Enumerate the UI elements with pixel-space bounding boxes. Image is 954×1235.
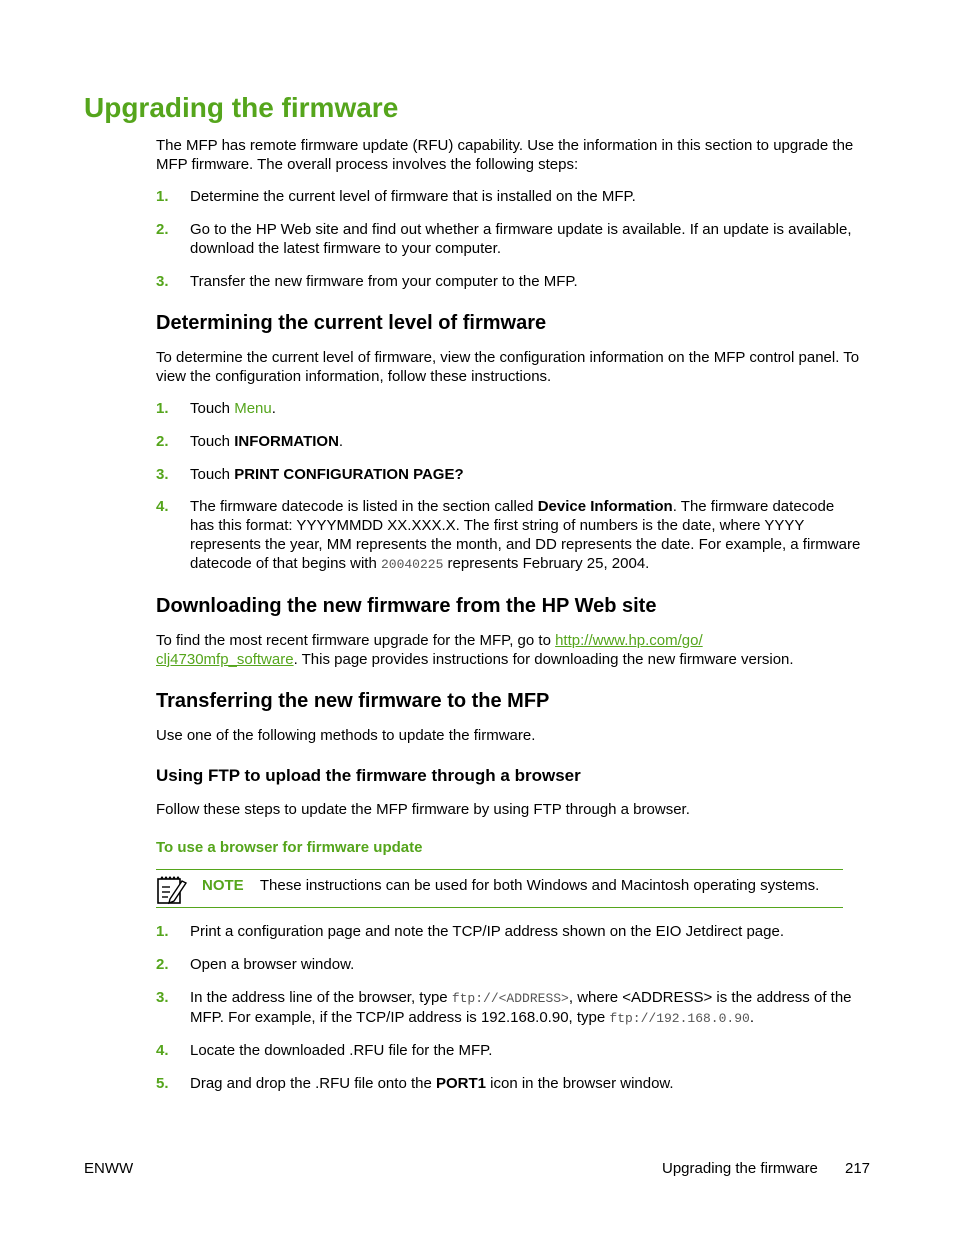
- step-number: 2.: [156, 433, 169, 450]
- step-text: Touch INFORMATION.: [190, 433, 344, 450]
- section-intro: To determine the current level of firmware, view the configuration information on the MFP control panel. To view the configuration information, follow these instructions.: [156, 349, 860, 385]
- footer-section-title: Upgrading the firmware: [662, 1160, 818, 1177]
- note-box: [202, 876, 862, 895]
- section-heading-determining: Determining the current level of firmware: [156, 312, 547, 334]
- step-text: Drag and drop the .RFU file onto the PORT1 icon in the browser window.: [190, 1075, 674, 1092]
- note-bottom-rule: [156, 907, 843, 908]
- section-heading-downloading: Downloading the new firmware from the HP Web site: [156, 595, 657, 617]
- note-top-rule: [156, 869, 843, 870]
- step-number: 1.: [156, 400, 169, 417]
- step-text: Determine the current level of firmware that is installed on the MFP.: [190, 188, 636, 205]
- ftp-address-example: ftp://192.168.0.90: [609, 1011, 750, 1026]
- step-number: 3.: [156, 273, 169, 290]
- step-text: The firmware datecode is listed in the section called Device Information. The firmware datecode has this format: YYYYMMDD XX.XXX.X. The first string of numbers is the date, where YYYY represents the year, MM represents the month, and DD represents the date. For example, a firmware datecode of that begins with 20040225 represents February 25, 2004.: [190, 498, 861, 572]
- step-number: 3.: [156, 466, 169, 483]
- step-text: Transfer the new firmware from your computer to the MFP.: [190, 273, 578, 290]
- datecode-example: 20040225: [380, 557, 444, 572]
- step-text: Print a configuration page and note the TCP/IP address shown on the EIO Jetdirect page.: [190, 923, 784, 940]
- page-number: 217: [845, 1160, 871, 1177]
- step-number: 2.: [156, 956, 169, 973]
- subsection-intro: Follow these steps to update the MFP firmware by using FTP through a browser.: [156, 801, 690, 818]
- step-number: 1.: [156, 923, 169, 940]
- step-number: 2.: [156, 221, 169, 238]
- hp-firmware-link[interactable]: http://www.hp.com/go/: [555, 632, 703, 649]
- note-text: These instructions can be used for both Windows and Macintosh operating systems.: [259, 877, 820, 894]
- ftp-address-template: ftp://<ADDRESS>: [451, 991, 569, 1006]
- footer-left: ENWW: [84, 1160, 134, 1177]
- procedure-title: To use a browser for firmware update: [156, 839, 423, 856]
- section-paragraph: To find the most recent firmware upgrade for the MFP, go to http://www.hp.com/go/ clj4730mfp_software. This page provides instructions for downloading the new firmware version.: [156, 632, 794, 668]
- step-text: Touch Menu.: [190, 400, 276, 417]
- note-label: NOTE: [202, 877, 244, 894]
- step-number: 3.: [156, 989, 169, 1006]
- intro-paragraph: The MFP has remote firmware update (RFU) capability. Use the information in this section to upgrade the MFP firmware. The overall process involves the following steps:: [156, 137, 854, 173]
- step-number: 4.: [156, 1042, 169, 1059]
- step-number: 5.: [156, 1075, 169, 1092]
- note-icon: [156, 873, 188, 905]
- step-text: Go to the HP Web site and find out whether a firmware update is available. If an update is available, download the latest firmware to your computer.: [190, 221, 852, 257]
- step-text: In the address line of the browser, type ftp://<ADDRESS>, where <ADDRESS> is the address of the MFP. For example, if the TCP/IP address is 192.168.0.90, type ftp://192.168.0.90.: [190, 989, 852, 1026]
- step-number: 1.: [156, 188, 169, 205]
- step-number: 4.: [156, 498, 169, 515]
- page-title: Upgrading the firmware: [84, 92, 399, 123]
- step-text: Touch PRINT CONFIGURATION PAGE?: [190, 466, 464, 483]
- step-text: Open a browser window.: [190, 956, 355, 973]
- section-heading-transferring: Transferring the new firmware to the MFP: [156, 690, 550, 712]
- menu-link[interactable]: Menu: [234, 400, 272, 417]
- step-text: Locate the downloaded .RFU file for the MFP.: [190, 1042, 493, 1059]
- subsection-heading-ftp: Using FTP to upload the firmware through a browser: [156, 766, 581, 785]
- hp-firmware-link-continued[interactable]: clj4730mfp_software: [156, 651, 294, 668]
- section-intro: Use one of the following methods to update the firmware.: [156, 727, 536, 744]
